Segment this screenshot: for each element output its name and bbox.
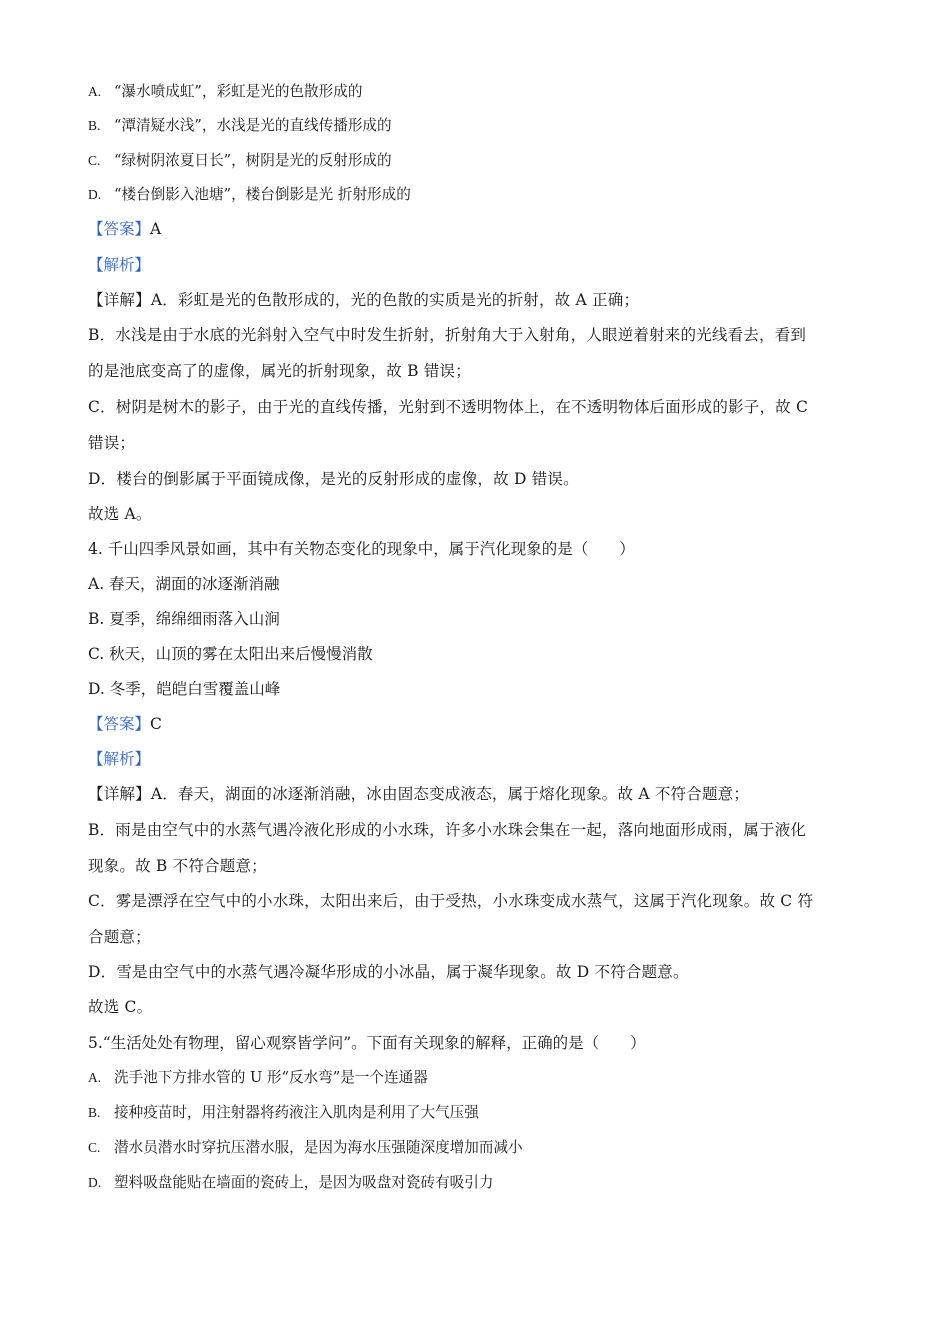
detail-tag: 【详解】 [88, 785, 151, 803]
option-text: “潭清疑水浅”，水浅是光的直线传播形成的 [114, 117, 392, 134]
q4-answer [88, 714, 162, 734]
option-label: C. [88, 153, 101, 168]
answer-tag: 【答案】 [88, 220, 151, 238]
q3-option-a [88, 82, 362, 102]
detail-text: A．彩虹是光的色散形成的，光的色散的实质是光的折射，故 A 正确； [150, 291, 640, 309]
q3-detail-line: B．水浅是由于水底的光斜射入空气中时发生折射，折射角大于入射角，人眼逆着射来的光线看去，看到 [88, 326, 807, 344]
q3-answer [88, 219, 161, 239]
answer-value: A [150, 220, 162, 238]
option-label: D. [88, 187, 102, 202]
q3-detail-line [88, 290, 639, 310]
q4-option-b: B. 夏季，绵绵细雨落入山涧 [88, 610, 280, 628]
q5-option-d [88, 1173, 493, 1193]
q4-option-c: C. 秋天，山顶的雾在太阳出来后慢慢消散 [88, 645, 373, 663]
option-text: “楼台倒影入池塘”，楼台倒影是光 折射形成的 [114, 186, 411, 203]
q4-detail-line: B．雨是由空气中的水蒸气遇冷液化形成的小水珠，许多小水珠会集在一起，落向地面形成雨，属于液化 [88, 821, 807, 839]
option-label: B. [88, 118, 101, 133]
analysis-tag: 【解析】 [88, 750, 151, 768]
analysis-tag: 【解析】 [88, 256, 151, 274]
option-label: B. [88, 1105, 101, 1120]
q4-option-d: D. 冬季，皑皑白雪覆盖山峰 [88, 680, 281, 698]
q4-detail-line: C．雾是漂浮在空气中的小水珠，太阳出来后，由于受热，小水珠变成水蒸气，这属于汽化现象。故 C 符 [88, 892, 814, 910]
option-text: “绿树阴浓夏日长”，树阴是光的反射形成的 [114, 152, 392, 169]
q3-option-b [88, 116, 392, 136]
q4-detail-line: 现象。故 B 不符合题意； [88, 857, 267, 875]
option-text: 塑料吸盘能贴在墙面的瓷砖上，是因为吸盘对瓷砖有吸引力 [114, 1174, 494, 1191]
q3-detail-line: C．树阴是树木的影子，由于光的直线传播，光射到不透明物体上，在不透明物体后面形成的影子，故 C [88, 398, 809, 416]
answer-value: C [150, 715, 162, 733]
q5-question: 5.“生活处处有物理，留心观察皆学问”。下面有关现象的解释，正确的是（ ） [88, 1034, 646, 1052]
q4-detail-line: 合题意； [88, 928, 151, 946]
q3-detail-line: 错误； [88, 434, 136, 452]
q3-detail-line: 的是池底变高了的虚像，属光的折射现象，故 B 错误； [88, 362, 471, 380]
q3-option-c [88, 151, 392, 171]
q3-conclusion: 故选 A。 [88, 505, 152, 523]
option-label: C. [88, 1140, 101, 1155]
q4-detail-line: D．雪是由空气中的水蒸气遇冷凝华形成的小冰晶，属于凝华现象。故 D 不符合题意。 [88, 963, 689, 981]
q5-option-c [88, 1138, 523, 1158]
q4-analysis-heading [88, 749, 150, 769]
q4-detail-line [88, 784, 749, 804]
option-label: A. [88, 1070, 102, 1085]
answer-tag: 【答案】 [88, 715, 151, 733]
option-text: 洗手池下方排水管的 U 形“反水弯”是一个连通器 [114, 1069, 428, 1086]
q5-option-a [88, 1068, 428, 1088]
detail-text: A．春天，湖面的冰逐渐消融，冰由固态变成液态，属于熔化现象。故 A 不符合题意； [150, 785, 750, 803]
q4-question: 4. 千山四季风景如画，其中有关物态变化的现象中，属于汽化现象的是（ ） [88, 540, 635, 558]
option-label: D. [88, 1175, 102, 1190]
detail-tag: 【详解】 [88, 291, 151, 309]
q3-option-d [88, 185, 411, 205]
option-label: A. [88, 84, 102, 99]
q4-option-a: A. 春天，湖面的冰逐渐消融 [88, 575, 280, 593]
q4-conclusion: 故选 C。 [88, 998, 153, 1016]
q5-option-b [88, 1103, 479, 1123]
q3-analysis-heading [88, 255, 150, 275]
option-text: 接种疫苗时，用注射器将药液注入肌肉是利用了大气压强 [114, 1104, 479, 1121]
option-text: “瀑水喷成虹”，彩虹是光的色散形成的 [114, 83, 363, 100]
option-text: 潜水员潜水时穿抗压潜水服，是因为海水压强随深度增加而减小 [114, 1139, 523, 1156]
q3-detail-line: D．楼台的倒影属于平面镜成像，是光的反射形成的虚像，故 D 错误。 [88, 470, 579, 488]
